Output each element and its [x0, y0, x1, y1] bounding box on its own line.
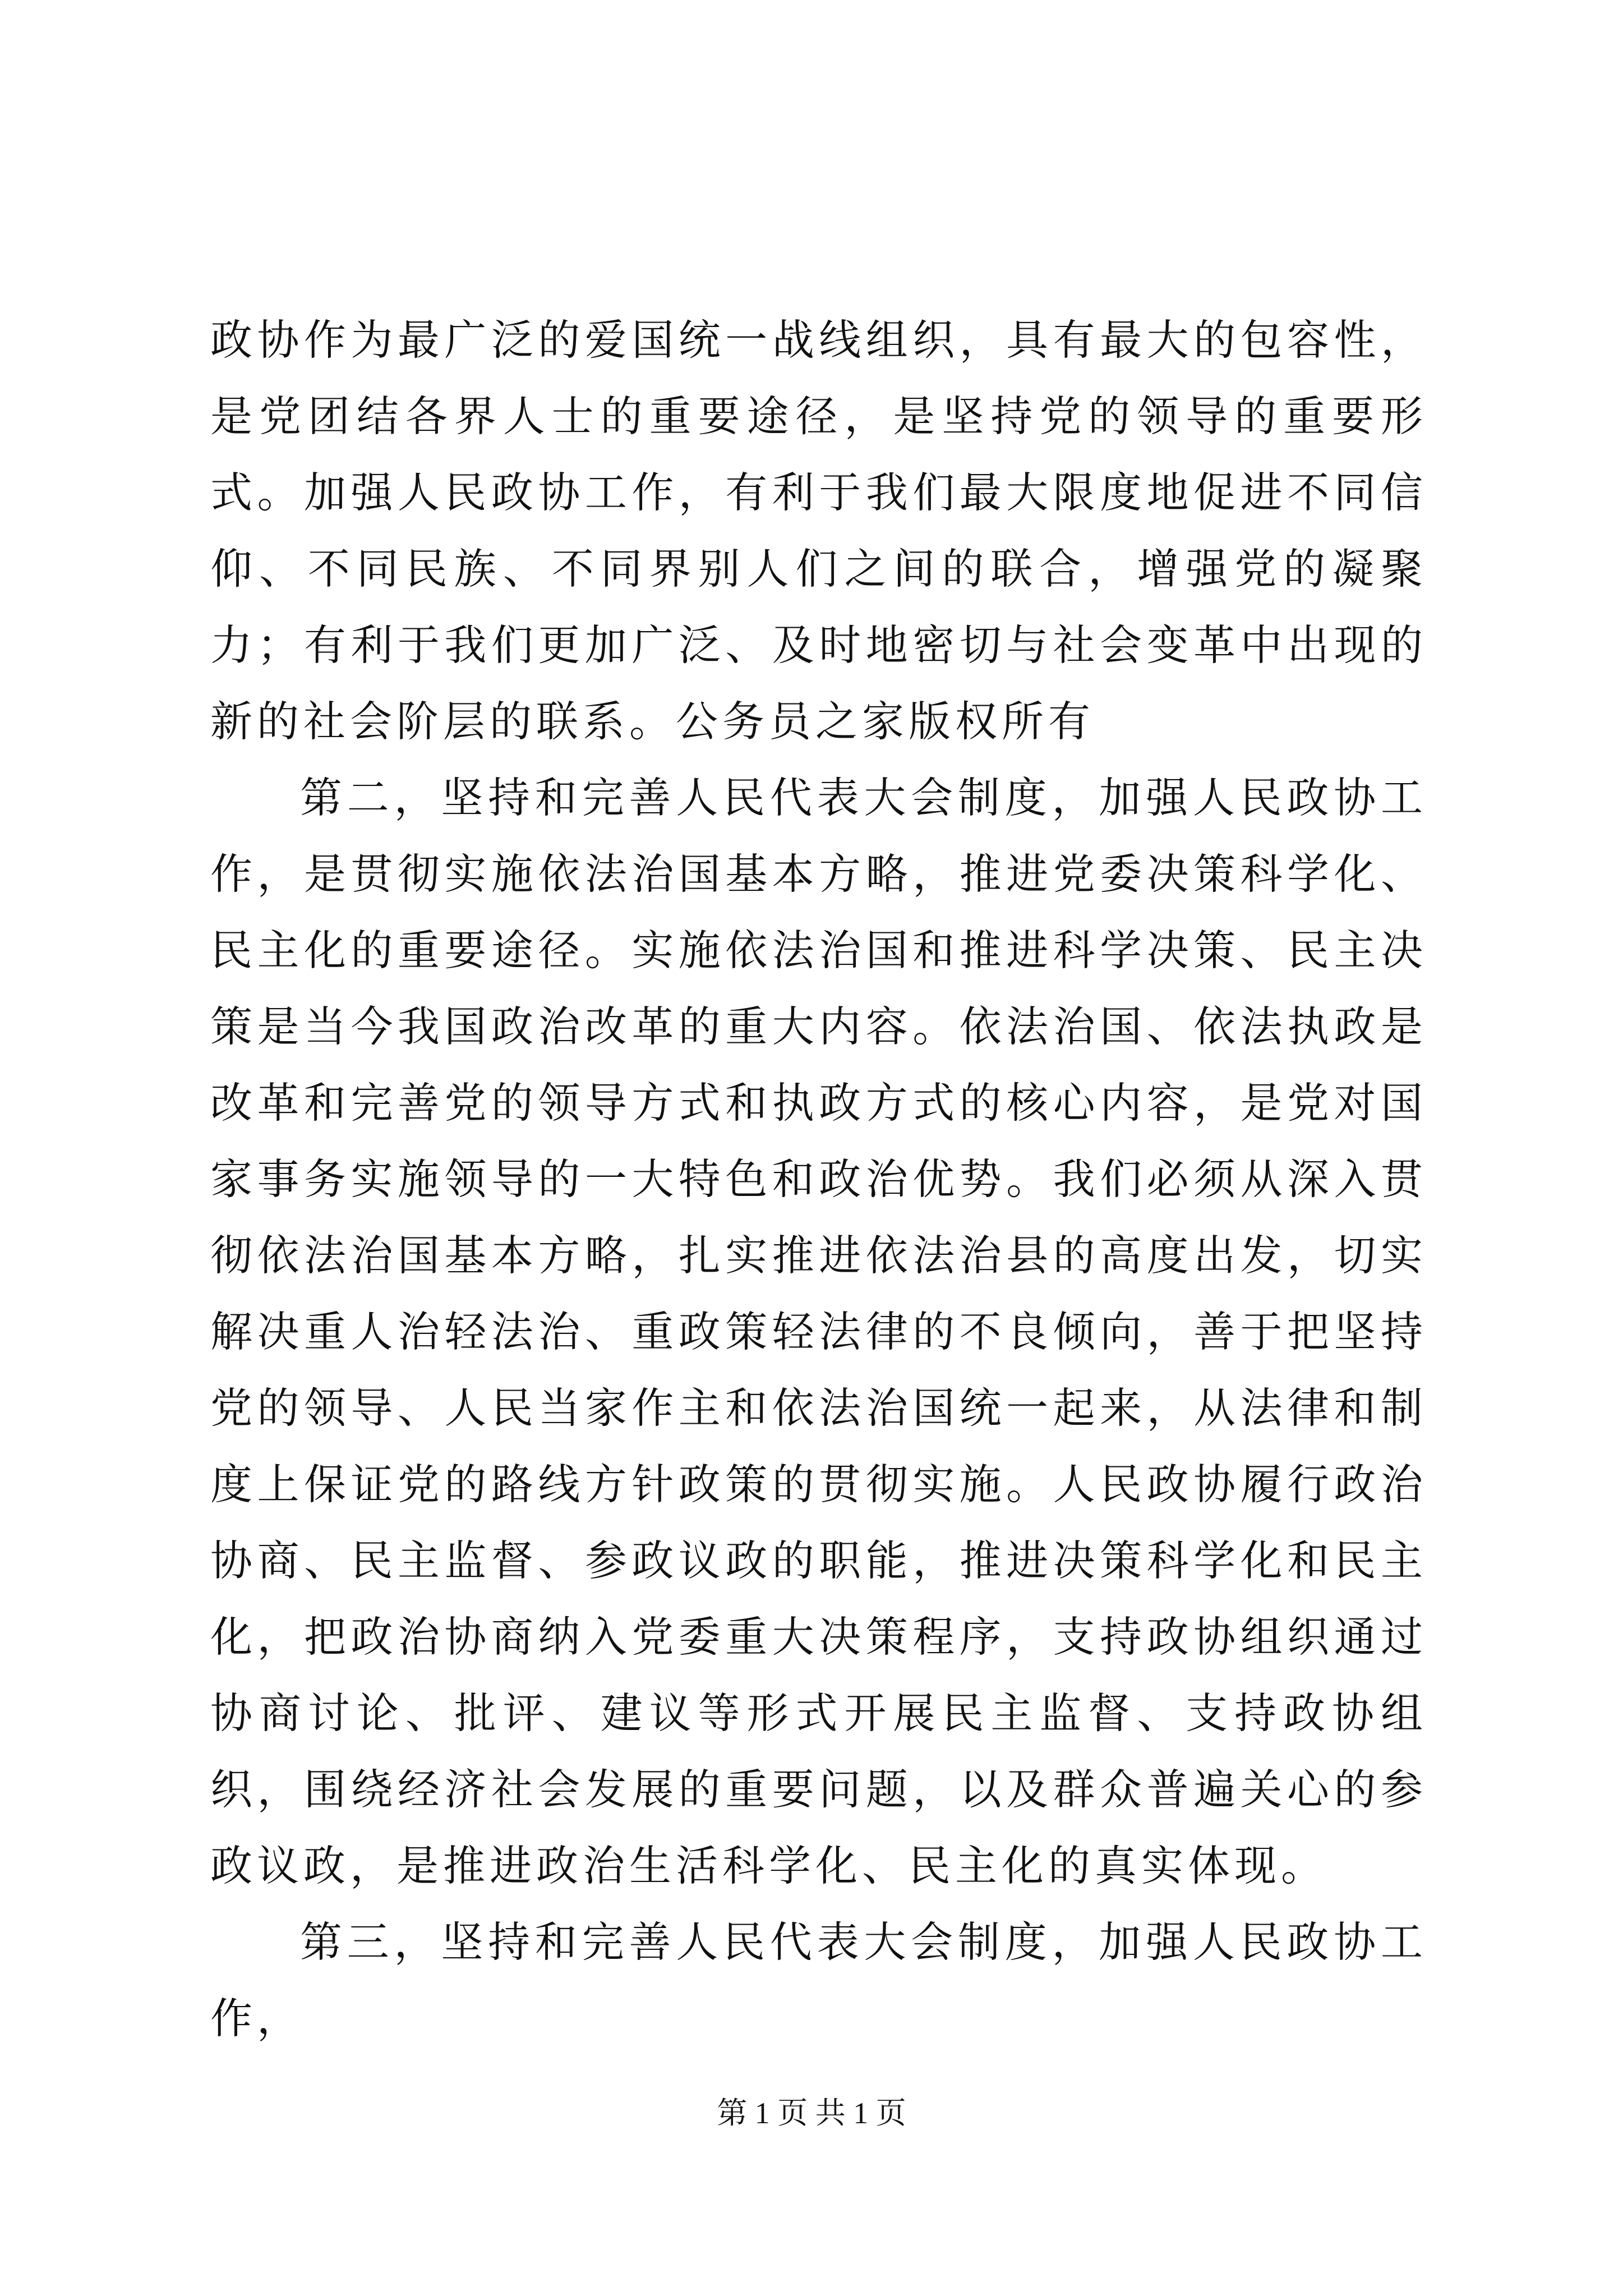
document-body	[210, 302, 1427, 2056]
paragraph-2: 第二，坚持和完善人民代表大会制度，加强人民政协工作，是贯彻实施依法治国基本方略，推进党委决策科学化、民主化的重要途径。实施依法治国和推进科学决策、民主决策是当今我国政治改革的重大内容。依法治国、依法执政是改革和完善党的领导方式和执政方式的核心内容，是党对国家事务实施领导的一大特色和政治优势。我们必须从深入贯彻依法治国基本方略，扎实推进依法治县的高度出发，切实解决重人治轻法治、重政策轻法律的不良倾向，善于把坚持党的领导、人民当家作主和依法治国统一起来，从法律和制度上保证党的路线方针政策的贯彻实施。人民政协履行政治协商、民主监督、参政议政的职能，推进决策科学化和民主化，把政治协商纳入党委重大决策程序，支持政协组织通过协商讨论、批评、建议等形式开展民主监督、支持政协组织，围绕经济社会发展的重要问题，以及群众普遍关心的参政议政，是推进政治生活科学化、民主化的真实体现。	[210, 773, 1427, 1890]
paragraph-1: 政协作为最广泛的爱国统一战线组织，具有最大的包容性，是党团结各界人士的重要途径，是坚持党的领导的重要形式。加强人民政协工作，有利于我们最大限度地促进不同信仰、不同民族、不同界别人们之间的联合，增强党的凝聚力；有利于我们更加广泛、及时地密切与社会变革中出现的新的社会阶层的联系。公务员之家版权所有	[210, 315, 1427, 746]
page-number-label: 第 1 页 共 1 页	[717, 2096, 906, 2130]
paragraph-3: 第三，坚持和完善人民代表大会制度，加强人民政协工作，	[210, 1917, 1427, 2043]
page-footer	[0, 2093, 1623, 2133]
